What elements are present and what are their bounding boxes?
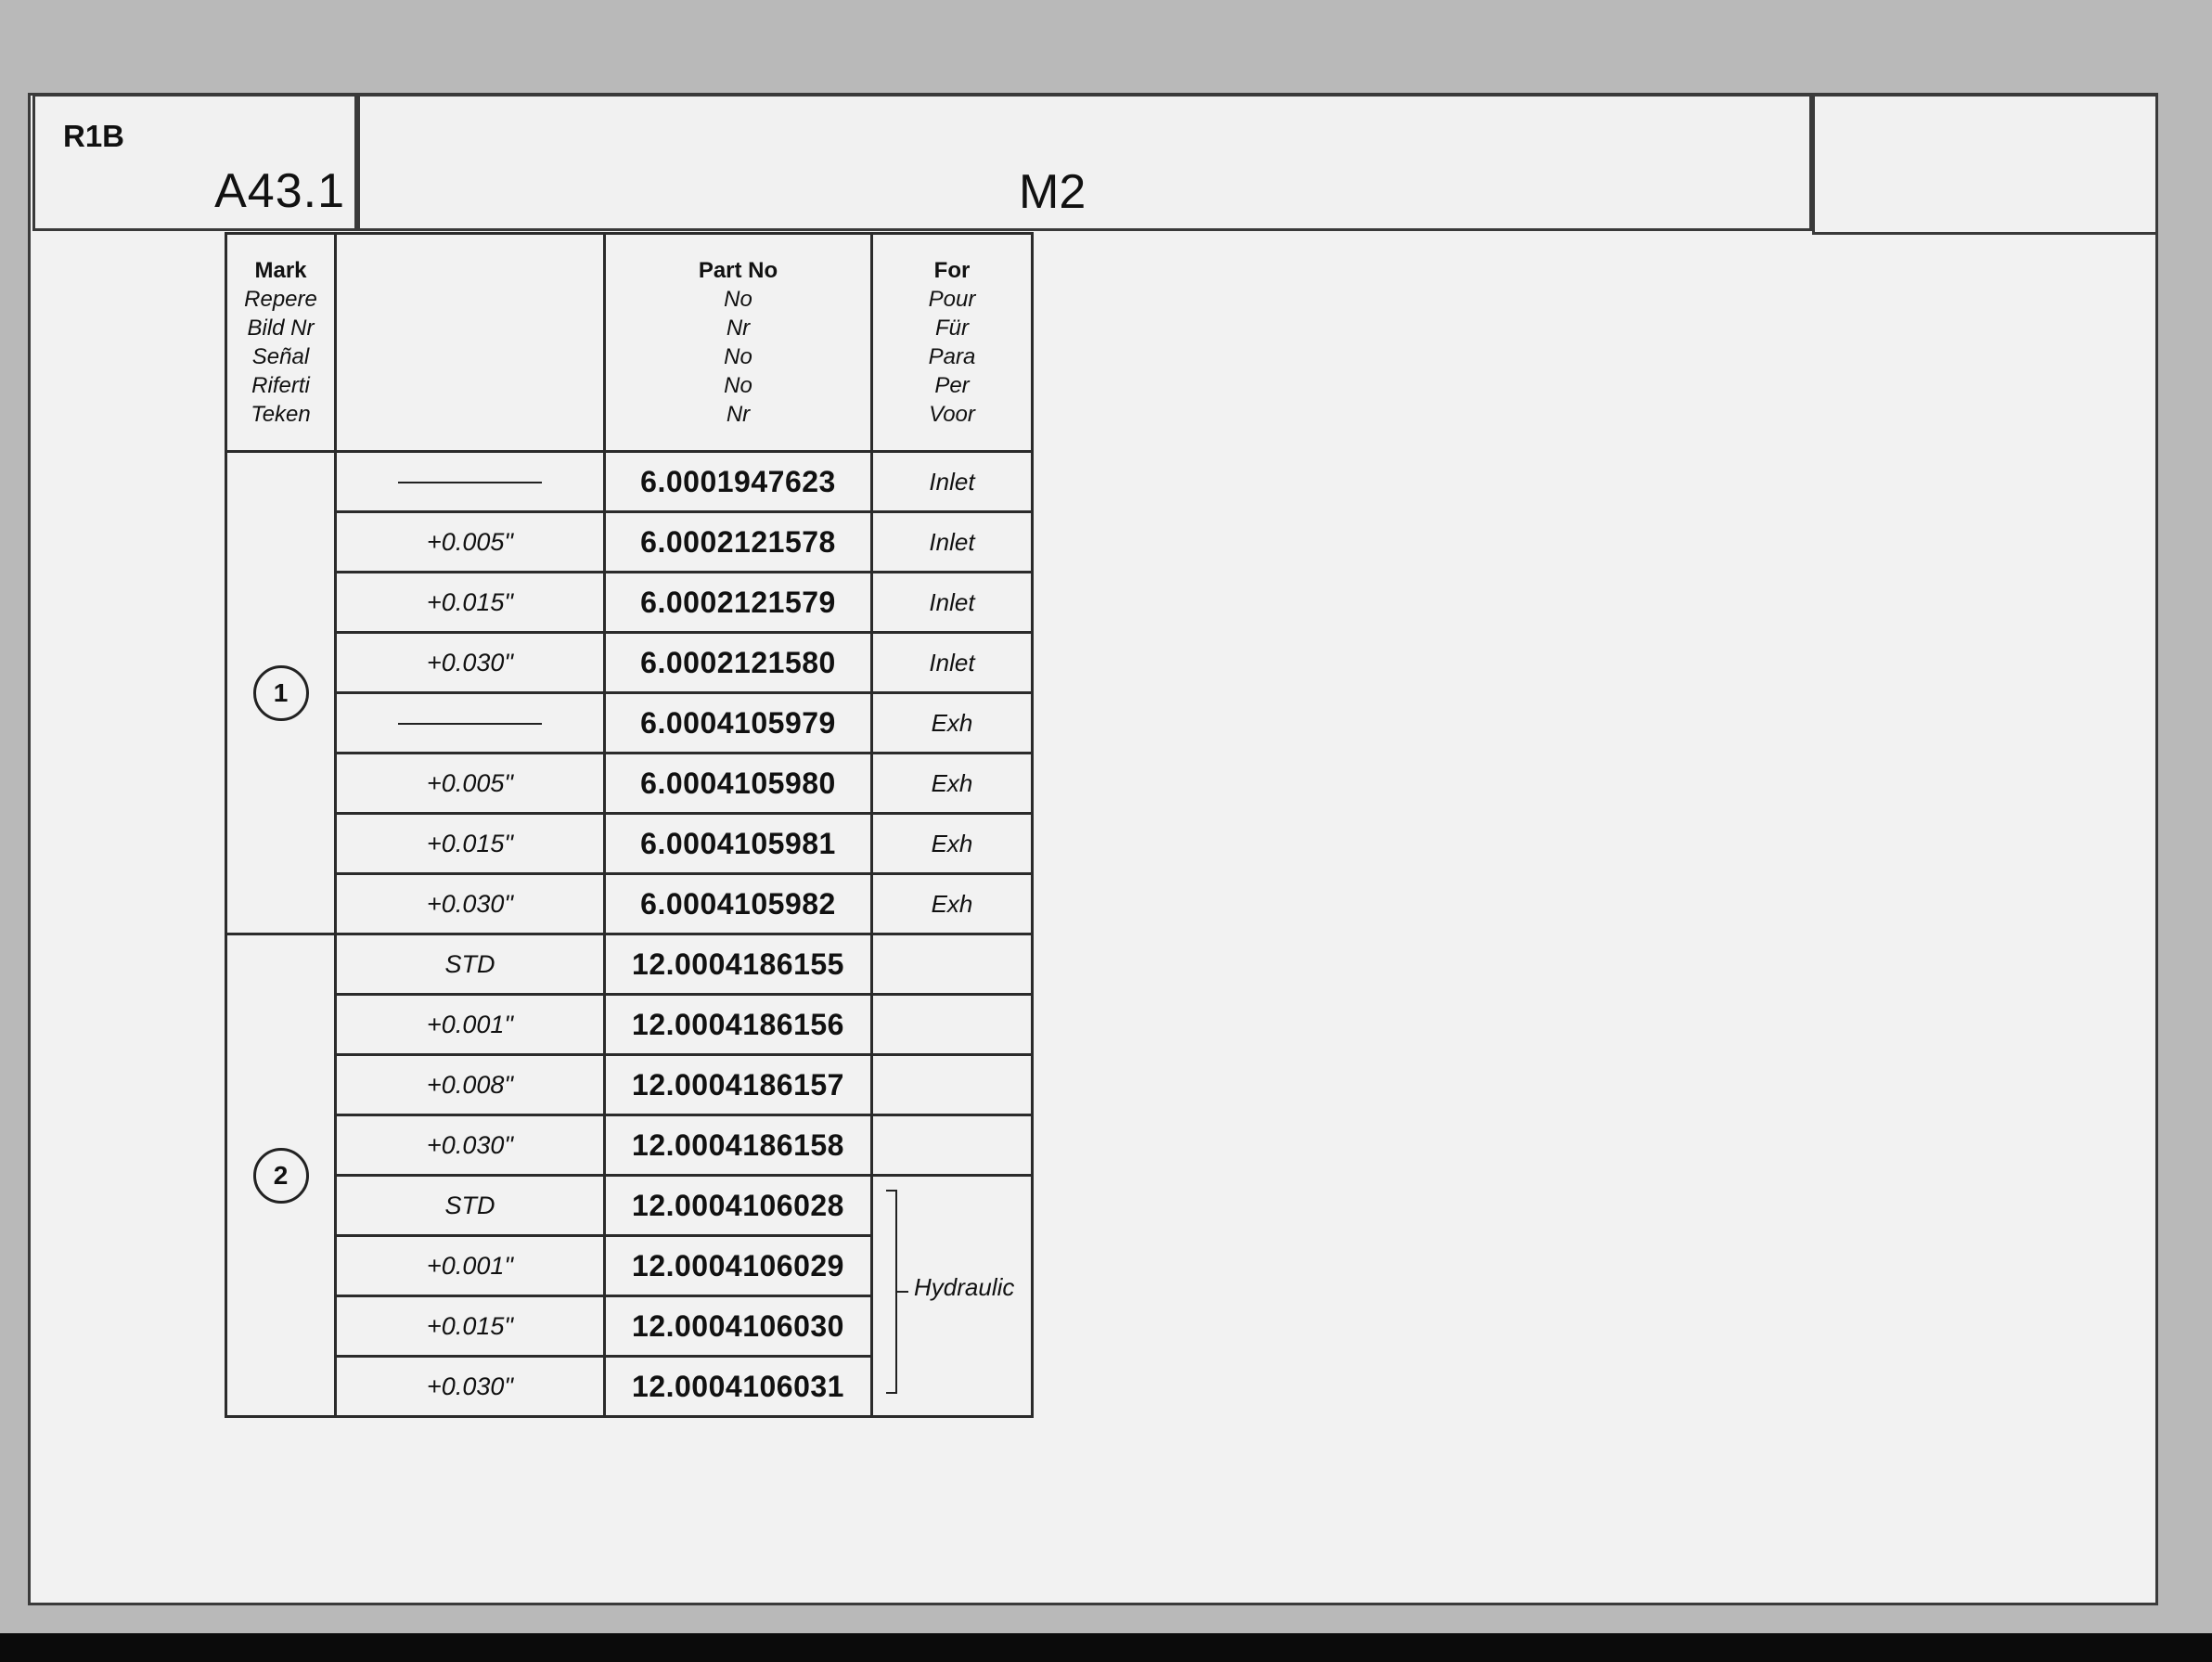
header-title-box <box>357 94 1812 231</box>
mark-cell-1 <box>226 452 336 934</box>
standard-size-dash <box>398 723 542 725</box>
table-row <box>226 874 1033 934</box>
size-cell <box>336 452 605 512</box>
for-cell: Exh <box>872 874 1033 934</box>
size-cell: +0.005" <box>336 754 605 814</box>
for-cell: Exh <box>872 814 1033 874</box>
table-row <box>226 995 1033 1055</box>
for-cell <box>872 1115 1033 1176</box>
size-cell: STD <box>336 1176 605 1236</box>
for-cell <box>872 1055 1033 1115</box>
table-row <box>226 1176 1033 1236</box>
scan-bottom-edge <box>0 1633 2212 1662</box>
table-row <box>226 633 1033 693</box>
header-code-box <box>32 94 357 231</box>
part-no-column-header: Part No No Nr No No Nr <box>605 234 872 452</box>
size-cell: +0.015" <box>336 1296 605 1357</box>
for-cell: Inlet <box>872 633 1033 693</box>
table-row <box>226 934 1033 995</box>
part-number-cell: 6.0001947623 <box>605 452 872 512</box>
part-number-cell: 6.0004105982 <box>605 874 872 934</box>
size-cell: +0.015" <box>336 814 605 874</box>
hydraulic-bracket-group <box>873 1177 1031 1415</box>
size-cell <box>336 693 605 754</box>
bracket-line <box>886 1190 897 1394</box>
part-number-cell: 6.0004105980 <box>605 754 872 814</box>
section-code: R1B <box>63 119 125 153</box>
table-row <box>226 573 1033 633</box>
size-cell: +0.015" <box>336 573 605 633</box>
part-number-cell: 12.0004106028 <box>605 1176 872 1236</box>
part-number-cell: 12.0004186156 <box>605 995 872 1055</box>
size-cell: +0.030" <box>336 633 605 693</box>
for-cell: Inlet <box>872 573 1033 633</box>
part-number-cell: 6.0002121579 <box>605 573 872 633</box>
part-number-cell: 12.0004186155 <box>605 934 872 995</box>
size-cell: +0.030" <box>336 874 605 934</box>
size-cell: +0.008" <box>336 1055 605 1115</box>
size-cell: +0.030" <box>336 1115 605 1176</box>
mark-callout-2: 2 <box>253 1148 309 1204</box>
part-number-cell: 12.0004106031 <box>605 1357 872 1417</box>
size-cell: +0.005" <box>336 512 605 573</box>
size-cell: +0.001" <box>336 995 605 1055</box>
for-cell: Exh <box>872 754 1033 814</box>
page-code: A43.1 <box>214 164 345 218</box>
mark-column-header: Mark Repere Bild Nr Señal Riferti Teken <box>226 234 336 452</box>
for-column-header: For Pour Für Para Per Voor <box>872 234 1033 452</box>
table-row <box>226 512 1033 573</box>
table-row <box>226 814 1033 874</box>
table-row <box>226 693 1033 754</box>
mark-cell-2 <box>226 934 336 1417</box>
mark-callout-1: 1 <box>253 665 309 721</box>
parts-table <box>225 232 1034 1418</box>
size-cell: +0.001" <box>336 1236 605 1296</box>
bracket-tick <box>897 1291 908 1293</box>
part-number-cell: 6.0002121580 <box>605 633 872 693</box>
table-row <box>226 1115 1033 1176</box>
part-number-cell: 6.0004105981 <box>605 814 872 874</box>
table-row <box>226 1055 1033 1115</box>
part-number-cell: 12.0004186157 <box>605 1055 872 1115</box>
group-code: M2 <box>1019 165 1087 219</box>
for-cell <box>872 934 1033 995</box>
for-cell: Exh <box>872 693 1033 754</box>
table-row <box>226 754 1033 814</box>
part-number-cell: 12.0004106029 <box>605 1236 872 1296</box>
part-number-cell: 6.0004105979 <box>605 693 872 754</box>
header-right-box <box>1812 94 2158 235</box>
standard-size-dash <box>398 482 542 483</box>
table-row <box>226 452 1033 512</box>
hydraulic-group-cell <box>872 1176 1033 1417</box>
table-header-row <box>226 234 1033 452</box>
for-cell: Inlet <box>872 512 1033 573</box>
size-column-header <box>336 234 605 452</box>
part-number-cell: 12.0004106030 <box>605 1296 872 1357</box>
hydraulic-label: Hydraulic <box>914 1273 1015 1301</box>
part-number-cell: 6.0002121578 <box>605 512 872 573</box>
size-cell: +0.030" <box>336 1357 605 1417</box>
for-cell <box>872 995 1033 1055</box>
for-cell: Inlet <box>872 452 1033 512</box>
part-number-cell: 12.0004186158 <box>605 1115 872 1176</box>
size-cell: STD <box>336 934 605 995</box>
